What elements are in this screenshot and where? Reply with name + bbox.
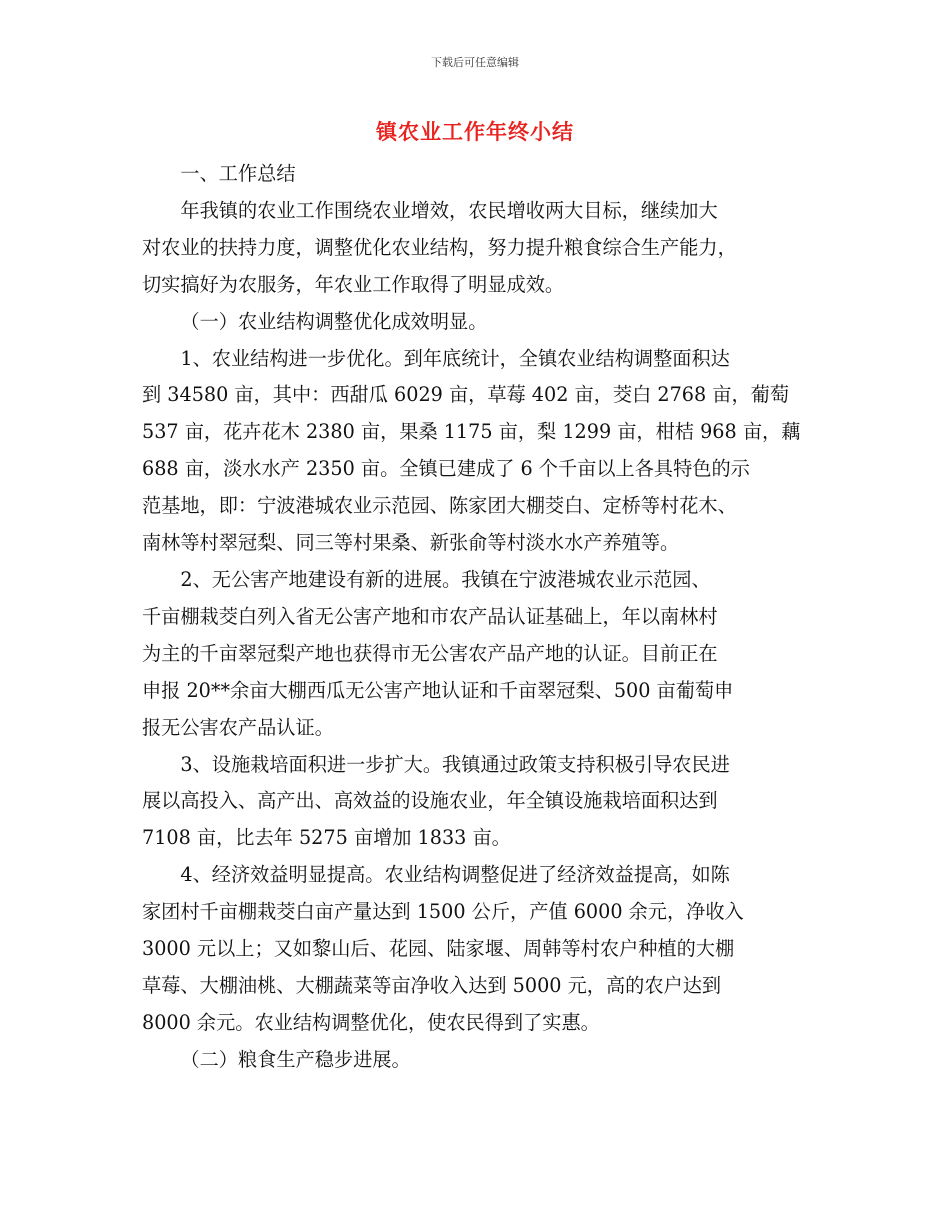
paragraph-line: （二）粮食生产稳步进展。 xyxy=(180,1047,411,1071)
paragraph-line: 展以高投入、高产出、高效益的设施农业，年全镇设施栽培面积达到 xyxy=(142,789,718,813)
paragraph-line: 2、无公害产地建设有新的进展。我镇在宁波港城农业示范园、 xyxy=(180,567,711,591)
paragraph-line: 千亩棚栽茭白列入省无公害产地和市农产品认证基础上，年以南林村 xyxy=(142,604,718,628)
paragraph-item-3 xyxy=(142,747,810,858)
document-body xyxy=(142,156,810,1079)
paragraph-item-1 xyxy=(142,341,810,562)
subsection-heading-structure xyxy=(142,304,810,341)
paragraph-line: 8000 余元。农业结构调整优化，使农民得到了实惠。 xyxy=(142,1010,600,1034)
paragraph-intro xyxy=(142,193,810,304)
paragraph-line: 报无公害农产品认证。 xyxy=(142,715,334,739)
paragraph-line: 4、经济效益明显提高。农业结构调整促进了经济效益提高，如陈 xyxy=(180,863,730,887)
document-title: 镇农业工作年终小结 xyxy=(376,120,574,144)
paragraph-item-2 xyxy=(142,562,810,747)
paragraph-line: 3、设施栽培面积进一步扩大。我镇通过政策支持积极引导农民进 xyxy=(180,752,730,776)
section-heading-work-summary xyxy=(142,156,810,193)
paragraph-line: 一、工作总结 xyxy=(180,162,296,185)
paragraph-line: 到 34580 亩，其中：西甜瓜 6029 亩，草莓 402 亩，茭白 2768 亩，葡萄 xyxy=(142,383,790,407)
paragraph-line: 1、农业结构进一步优化。到年底统计，全镇农业结构调整面积达 xyxy=(180,346,730,370)
paragraph-line: 688 亩，淡水水产 2350 亩。全镇已建成了 6 个千亩以上各具特色的示 xyxy=(142,457,750,481)
paragraph-line: 范基地，即：宁波港城农业示范园、陈家团大棚茭白、定桥等村花木、 xyxy=(142,494,737,518)
paragraph-item-4 xyxy=(142,857,810,1042)
subsection-heading-grain xyxy=(142,1042,810,1079)
paragraph-line: 7108 亩，比去年 5275 亩增加 1833 亩。 xyxy=(142,826,511,850)
paragraph-line: 对农业的扶持力度，调整优化农业结构，努力提升粮食综合生产能力， xyxy=(142,235,737,259)
paragraph-line: 南林等村翠冠梨、同三等村果桑、新张俞等村淡水水产养殖等。 xyxy=(142,531,680,555)
paragraph-line: 家团村千亩棚栽茭白亩产量达到 1500 公斤，产值 6000 余元，净收入 xyxy=(142,900,744,924)
paragraph-line: 年我镇的农业工作围绕农业增效，农民增收两大目标，继续加大 xyxy=(180,198,718,222)
paragraph-line: 为主的千亩翠冠梨产地也获得市无公害农产品产地的认证。目前正在 xyxy=(142,641,718,665)
paragraph-line: 3000 元以上；又如黎山后、花园、陆家堰、周韩等村农户种植的大棚 xyxy=(142,937,735,961)
header-note: 下载后可任意编辑 xyxy=(431,56,519,69)
paragraph-line: （一）农业结构调整优化成效明显。 xyxy=(180,309,488,333)
paragraph-line: 草莓、大棚油桃、大棚蔬菜等亩净收入达到 5000 元，高的农户达到 xyxy=(142,973,722,997)
paragraph-line: 切实搞好为农服务，年农业工作取得了明显成效。 xyxy=(142,272,565,296)
paragraph-line: 537 亩，花卉花木 2380 亩，果桑 1175 亩，梨 1299 亩，柑桔 968 亩，藕 xyxy=(142,420,801,444)
paragraph-line: 申报 20**余亩大棚西瓜无公害产地认证和千亩翠冠梨、500 亩葡萄申 xyxy=(142,678,734,702)
